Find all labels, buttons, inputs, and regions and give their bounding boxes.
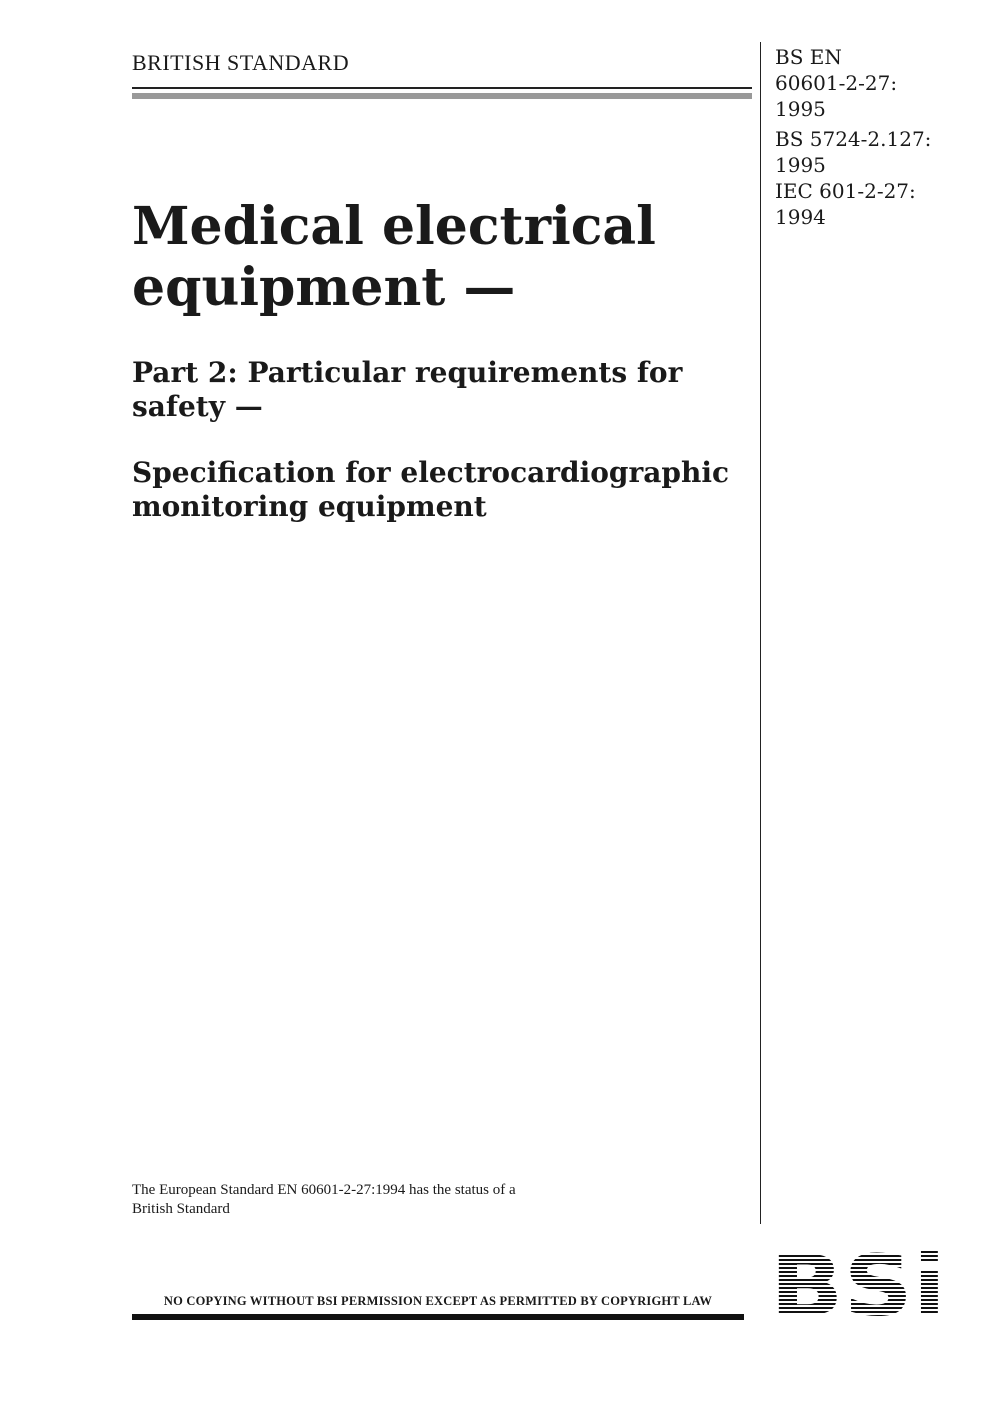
specification-subtitle: Specification for electrocardiographic monitoring equipment xyxy=(132,456,730,523)
bsi-logo-text: BSi xyxy=(770,1243,946,1321)
part-subtitle: Part 2: Particular requirements for safety — xyxy=(132,356,683,423)
header-rule-thick xyxy=(132,93,752,99)
identifier-iec: IEC 601-2-27: 1994 xyxy=(775,179,916,229)
bsi-logo-icon xyxy=(768,1243,948,1321)
standard-identifiers xyxy=(775,44,975,230)
footer-rule xyxy=(132,1314,744,1320)
status-footnote: The European Standard EN 60601-2-27:1994 has the status of a British Standard xyxy=(132,1182,516,1217)
copyright-notice: NO COPYING WITHOUT BSI PERMISSION EXCEPT AS PERMITTED BY COPYRIGHT LAW xyxy=(163,1294,713,1308)
column-divider xyxy=(760,42,761,1224)
document-title: Medical electrical equipment — xyxy=(132,196,656,318)
identifier-bs: BS 5724-2.127: 1995 xyxy=(775,127,932,177)
standard-type-label: BRITISH STANDARD xyxy=(132,50,350,75)
header-rule-thin xyxy=(132,87,752,89)
identifier-bs-en: BS EN 60601-2-27: 1995 xyxy=(775,45,898,121)
